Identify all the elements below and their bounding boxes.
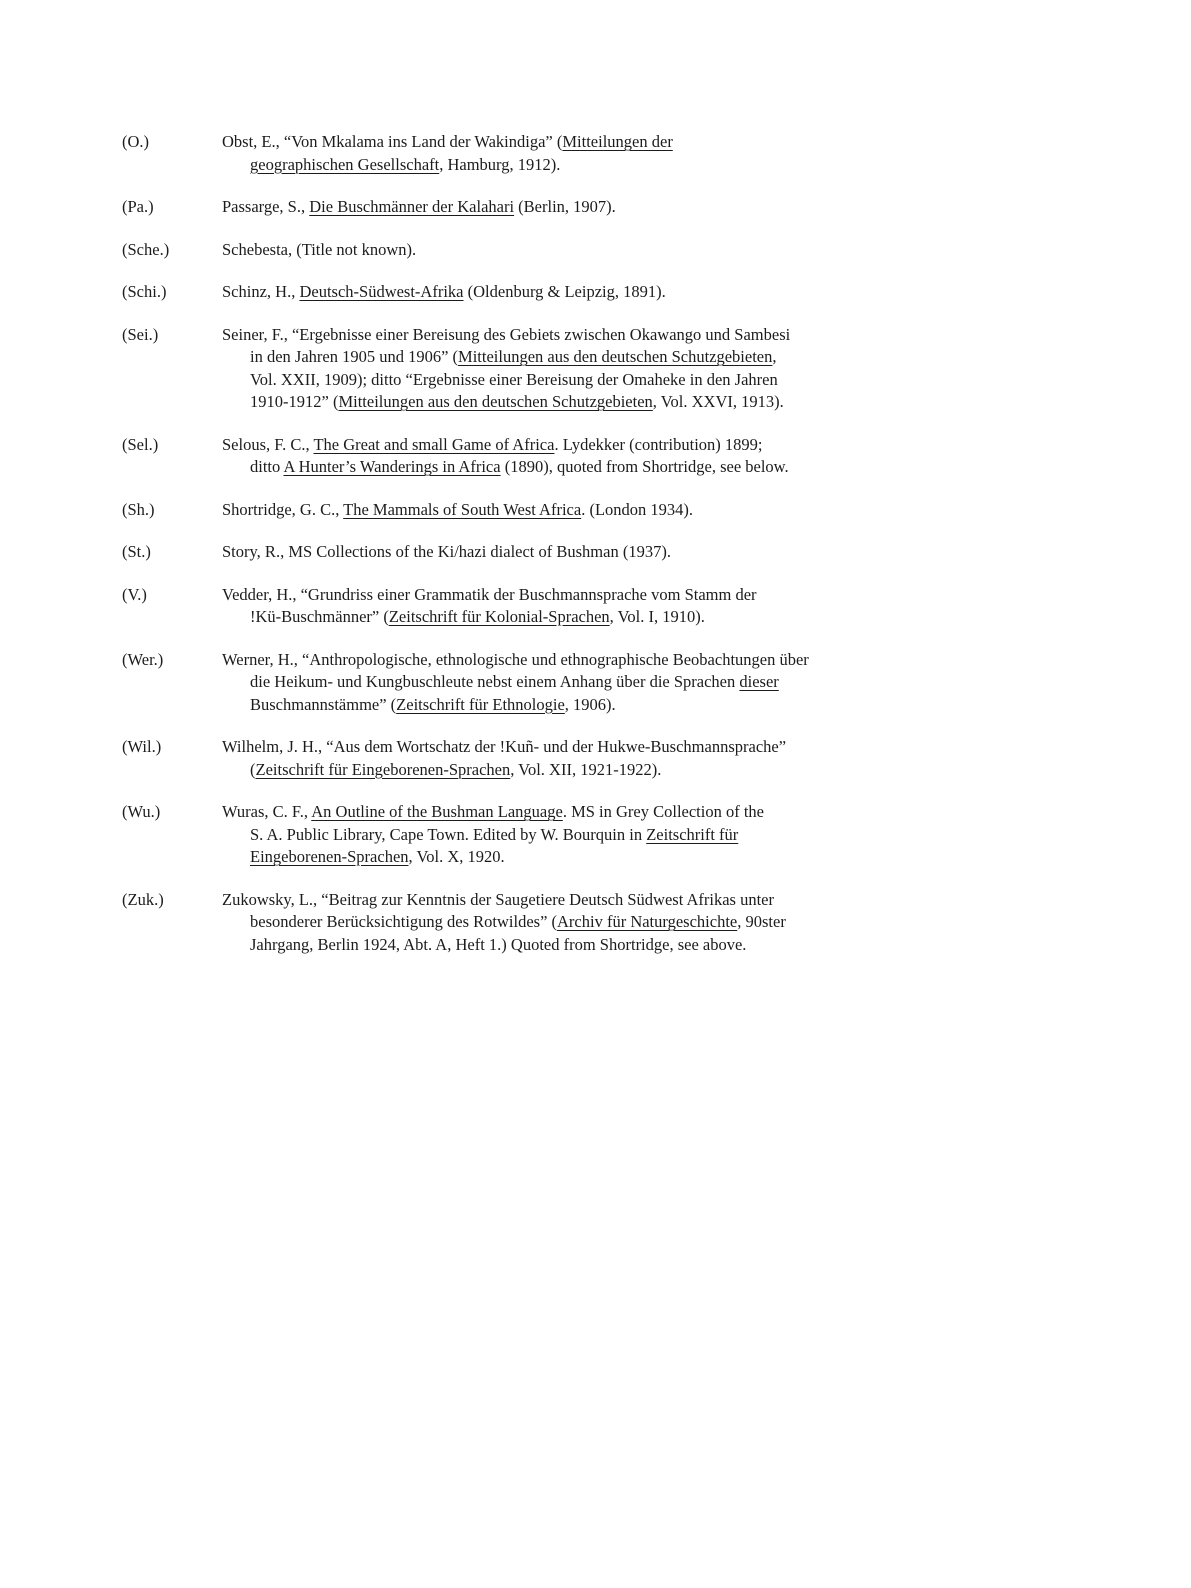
citation-line <box>222 911 1052 934</box>
citation-text: (Oldenburg & Leipzig, 1891). <box>463 282 666 301</box>
bibliography-entry <box>122 889 1052 957</box>
bibliography-entry <box>122 541 1052 564</box>
entry-abbreviation: (Zuk.) <box>122 889 164 909</box>
citation-text: Story, R., MS Collections of the Ki/hazi dialect of Bushman (1937). <box>222 542 671 561</box>
entry-abbreviation: (St.) <box>122 542 151 561</box>
entry-citation <box>222 434 1052 479</box>
citation-line <box>222 346 1052 369</box>
entry-abbreviation: (Wu.) <box>122 802 161 821</box>
entry-abbreviation: (Sei.) <box>122 324 159 344</box>
citation-line <box>222 889 1052 912</box>
citation-text: Buschmannstämme” ( <box>250 694 397 714</box>
citation-line <box>222 759 1052 782</box>
entry-citation <box>222 801 1052 869</box>
entry-abbreviation: (Schi.) <box>122 282 167 301</box>
bibliography-entry <box>122 801 1052 869</box>
entry-citation <box>222 649 1052 717</box>
entry-citation <box>222 281 1052 304</box>
underlined-title: Archiv für Naturgeschichte <box>557 912 738 931</box>
citation-text: Shortridge, G. C., <box>222 499 344 519</box>
citation-text: . (London 1934). <box>581 499 694 519</box>
entry-citation <box>222 324 1052 414</box>
citation-text: ditto <box>250 457 284 476</box>
underlined-title: dieser <box>739 672 779 691</box>
citation-line <box>222 736 1052 759</box>
citation-text: (1890), quoted from Shortridge, see below. <box>500 457 789 476</box>
underlined-title: Zeitschrift für Kolonial-Sprachen <box>388 607 610 626</box>
bibliography-entry <box>122 649 1052 717</box>
citation-text: Vedder, H., “Grundriss einer Grammatik der Buschmannsprache vom Stamm der <box>222 584 757 604</box>
underlined-title: Mitteilungen aus den deutschen Schutzgebieten <box>458 347 773 366</box>
citation-line <box>222 196 1052 219</box>
entry-abbreviation: (Wer.) <box>122 649 164 669</box>
citation-text: , 1906). <box>564 694 616 714</box>
citation-text: , Vol. XXVI, 1913). <box>652 392 784 411</box>
entry-abbreviation: (Wil.) <box>122 737 162 756</box>
citation-line <box>222 801 1052 824</box>
bibliography-entry <box>122 281 1052 304</box>
citation-line <box>222 131 1052 154</box>
entry-citation <box>222 196 1052 219</box>
citation-line <box>222 846 1052 869</box>
citation-text: die Heikum- und Kungbuschleute nebst einem Anhang über die Sprachen <box>250 672 740 691</box>
citation-text: besonderer Berücksichtigung des Rotwildes” ( <box>250 912 558 931</box>
underlined-title: The Mammals of South West Africa <box>343 499 582 519</box>
citation-text: S. A. Public Library, Cape Town. Edited by W. Bourquin in <box>250 824 647 844</box>
citation-line <box>222 541 1052 564</box>
entry-citation <box>222 541 1052 564</box>
citation-text: , Vol. XII, 1921-1922). <box>510 759 662 779</box>
bibliography-entry <box>122 499 1052 522</box>
underlined-title: The Great and small Game of Africa <box>313 434 555 454</box>
citation-text: , Hamburg, 1912). <box>439 154 561 174</box>
entry-citation <box>222 499 1052 522</box>
citation-text: , Vol. X, 1920. <box>408 847 505 866</box>
citation-text: Vol. XXII, 1909); ditto “Ergebnisse einer Bereisung der Omaheke in den Jahren <box>250 369 778 389</box>
entry-abbreviation: (Sel.) <box>122 434 159 454</box>
citation-text: Schebesta, (Title not known). <box>222 239 417 259</box>
citation-text: in den Jahren 1905 und 1906” ( <box>250 347 459 366</box>
citation-text: Werner, H., “Anthropologische, ethnologische und ethnographische Beobachtungen über <box>222 649 809 669</box>
entry-citation <box>222 736 1052 781</box>
citation-line <box>222 154 1052 177</box>
bibliography-entry <box>122 434 1052 479</box>
citation-text: Jahrgang, Berlin 1924, Abt. A, Heft 1.) Quoted from Shortridge, see above. <box>250 934 747 954</box>
citation-text: , <box>772 347 777 366</box>
citation-text: Seiner, F., “Ergebnisse einer Bereisung des Gebiets zwischen Okawango und Sambesi <box>222 324 791 344</box>
citation-line <box>222 499 1052 522</box>
citation-text: Selous, F. C., <box>222 434 314 454</box>
citation-text: , Vol. I, 1910). <box>609 607 705 626</box>
underlined-title: Deutsch-Südwest-Afrika <box>299 282 464 301</box>
bibliography-entry <box>122 324 1052 414</box>
citation-text: 1910-1912” ( <box>250 392 339 411</box>
citation-text: Schinz, H., <box>222 282 300 301</box>
citation-line <box>222 694 1052 717</box>
entry-citation <box>222 584 1052 629</box>
underlined-title: A Hunter’s Wanderings in Africa <box>283 457 501 476</box>
citation-line <box>222 281 1052 304</box>
entry-abbreviation: (Sche.) <box>122 239 170 259</box>
citation-line <box>222 391 1052 414</box>
bibliography-entry <box>122 131 1052 176</box>
citation-text: Wuras, C. F., <box>222 802 312 821</box>
citation-text: ( <box>250 759 256 779</box>
citation-line <box>222 649 1052 672</box>
bibliography-entry <box>122 584 1052 629</box>
citation-line <box>222 671 1052 694</box>
citation-line <box>222 369 1052 392</box>
underlined-title: Die Buschmänner der Kalahari <box>309 197 515 216</box>
bibliography-entry <box>122 239 1052 262</box>
bibliography-entry <box>122 736 1052 781</box>
citation-text: Zukowsky, L., “Beitrag zur Kenntnis der Saugetiere Deutsch Südwest Afrikas unter <box>222 889 775 909</box>
underlined-title: geographischen Gesellschaft <box>250 154 440 174</box>
underlined-title: Zeitschrift für Ethnologie <box>396 694 565 714</box>
bibliography-entry <box>122 196 1052 219</box>
entry-abbreviation: (Sh.) <box>122 499 155 519</box>
bibliography-list <box>122 131 1052 976</box>
citation-line <box>222 324 1052 347</box>
entry-abbreviation: (O.) <box>122 132 150 151</box>
underlined-title: Eingeborenen-Sprachen <box>250 847 409 866</box>
citation-text: Obst, E., “Von Mkalama ins Land der Wakindiga” ( <box>222 132 563 151</box>
citation-text: . MS in Grey Collection of the <box>562 802 764 821</box>
underlined-title: An Outline of the Bushman Language <box>311 802 563 821</box>
citation-text: (Berlin, 1907). <box>514 197 616 216</box>
citation-line <box>222 239 1052 262</box>
underlined-title: Zeitschrift für <box>646 824 739 844</box>
citation-line <box>222 456 1052 479</box>
entry-citation <box>222 889 1052 957</box>
citation-line <box>222 434 1052 457</box>
citation-text: Passarge, S., <box>222 197 310 216</box>
entry-citation <box>222 131 1052 176</box>
citation-line <box>222 584 1052 607</box>
entry-abbreviation: (Pa.) <box>122 197 154 216</box>
citation-line <box>222 824 1052 847</box>
underlined-title: Mitteilungen aus den deutschen Schutzgebieten <box>338 392 653 411</box>
underlined-title: Mitteilungen der <box>562 132 673 151</box>
underlined-title: Zeitschrift für Eingeborenen-Sprachen <box>255 759 511 779</box>
citation-line <box>222 606 1052 629</box>
entry-abbreviation: (V.) <box>122 584 147 604</box>
citation-text: , 90ster <box>737 912 786 931</box>
citation-text: Wilhelm, J. H., “Aus dem Wortschatz der !Kuñ- und der Hukwe-Buschmannsprache” <box>222 737 787 756</box>
entry-citation <box>222 239 1052 262</box>
citation-line <box>222 934 1052 957</box>
citation-text: . Lydekker (contribution) 1899; <box>554 434 763 454</box>
citation-text: !Kü-Buschmänner” ( <box>250 607 389 626</box>
